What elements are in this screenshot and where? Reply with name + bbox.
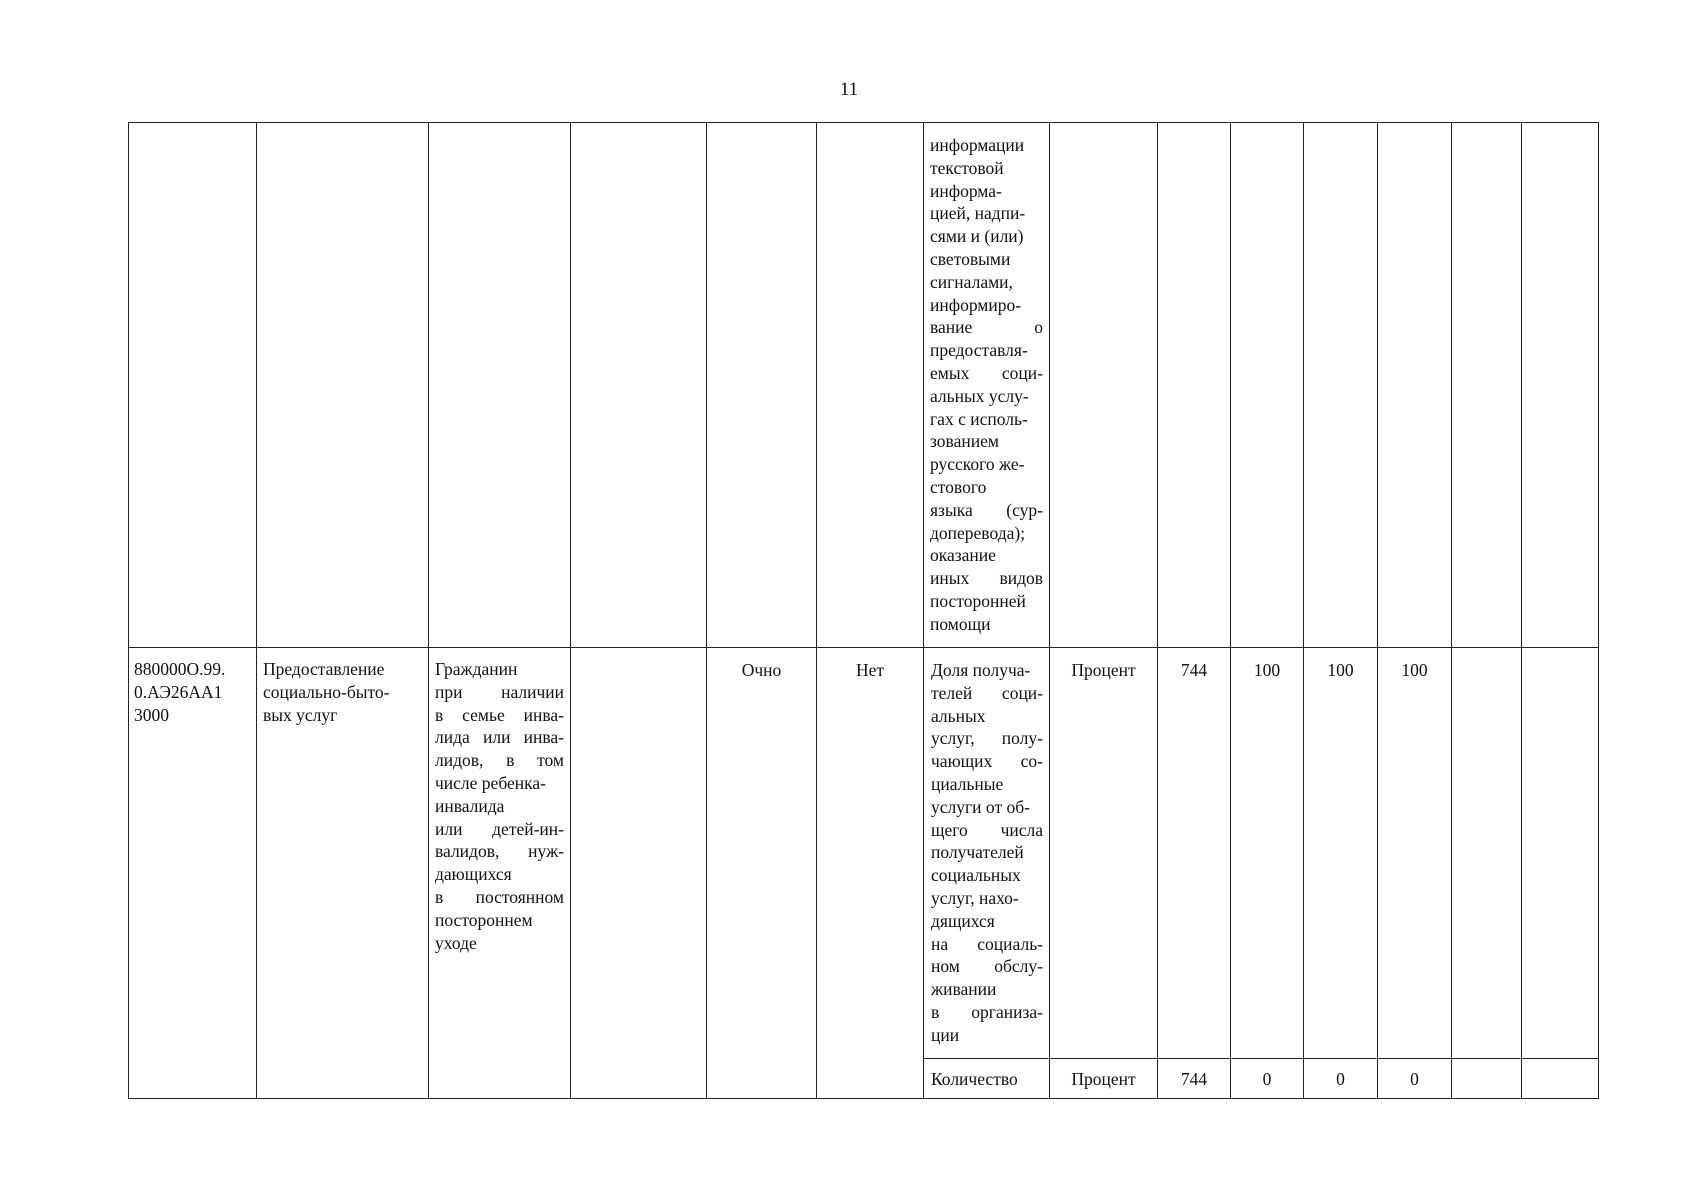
year3-value: 100 [1401,660,1428,680]
form-cell [707,648,817,1099]
okei-cell [1158,1059,1231,1099]
indicator-text-line: текстовой [930,157,1004,178]
indicator-text-line: информации [930,135,1025,155]
year3-value: 0 [1410,1069,1419,1089]
category-line: уходе [435,932,477,953]
empty-condition-cell [571,648,707,1099]
indicator-text-line: оказание [930,545,996,566]
cell-service [257,123,429,648]
indicator-text-line: стового [930,476,987,497]
registry-code-line: 0.АЭ26АА1 [134,681,223,702]
category-line: лидов, в том [435,750,564,771]
category-line: валидов, нуж- [435,841,564,862]
indicator-continued-cell [924,123,1050,648]
indicator-text-line: посторонней [930,590,1026,611]
service-row [129,648,1599,1059]
indicator-name-line: социальных [931,865,1021,886]
cell-year3 [1378,123,1452,648]
indicator-name-line: альных [931,705,986,726]
indicator-text-line: иных видов [930,568,1043,589]
indicator-text-line: помощи [930,613,991,634]
indicator-text-line: русского же- [930,454,1025,475]
deviation-pct-value [1452,648,1521,659]
services-table [128,122,1599,1099]
indicator-text-line: языка (сур- [930,499,1043,520]
indicator-name-line: в организа- [931,1001,1043,1022]
cell-flag [817,123,924,648]
category-line: лида или инва- [435,727,564,748]
flag-cell [817,648,924,1099]
deviation-pct-value [1452,1059,1521,1068]
registry-code-line: 3000 [134,704,169,725]
category-line: дающихся [435,864,512,885]
indicator-name-line: Количество [931,1069,1018,1089]
deviation-abs-cell [1522,648,1599,1059]
indicator-name-cell [924,648,1050,1059]
unit-value: Процент [1071,1069,1136,1089]
cell-empty [571,123,707,648]
unit-cell [1050,648,1158,1059]
indicator-text-line: вание о [930,317,1043,338]
indicator-name-line: Доля получа- [931,660,1031,680]
year2-value: 0 [1336,1069,1345,1089]
year1-value: 0 [1262,1069,1272,1089]
year2-cell [1304,1059,1378,1099]
indicator-text-line: емых соци- [930,362,1043,383]
indicator-name-line: дящихся [931,910,995,931]
category-line: при наличии [435,681,564,702]
okei-code: 744 [1180,660,1208,680]
deviation-pct-cell [1452,648,1522,1059]
cell-year1 [1231,123,1304,648]
cell-dev-pct [1452,123,1522,648]
cell-category [429,123,571,648]
year2-value: 100 [1327,660,1354,680]
okei-cell [1158,648,1231,1059]
indicator-name-line: живании [931,979,997,1000]
code-cell [129,648,257,1099]
indicator-name-cell [924,1059,1050,1099]
indicator-text-line: зованием [930,431,999,452]
unit-cell [1050,1059,1158,1099]
cell-year2 [1304,123,1378,648]
delivery-form: Очно [741,660,782,680]
registry-code-line: 880000О.99. [134,659,226,679]
cell-code [129,123,257,648]
indicator-text-line: сигналами, [930,271,1013,292]
indicator-text-line: световыми [930,248,1011,269]
category-line: в семье инва- [435,704,564,725]
cell-dev-abs [1522,123,1599,648]
unit-value: Процент [1071,660,1136,680]
category-line: или детей-ин- [435,818,564,839]
year3-cell [1378,1059,1452,1099]
indicator-text-line: информа- [930,180,1002,201]
year1-cell [1231,648,1304,1059]
indicator-name-line: ции [931,1024,960,1045]
cell-form [707,123,817,648]
indicator-text-line: сями и (или) [930,226,1024,247]
page-number: 11 [839,79,859,100]
service-name-cell [257,648,429,1099]
category-line: инвалида [435,795,505,816]
indicator-text-line: альных услу- [930,385,1029,406]
indicator-name-line: на социаль- [931,933,1043,954]
indicator-text-line: гах с исполь- [930,408,1028,429]
indicator-name-line: циальные [931,773,1004,794]
deviation-pct-cell [1452,1059,1522,1099]
category-line: в постоянном [435,886,564,907]
indicator-text-line: информиро- [930,294,1022,315]
indicator-name-line: ном обслу- [931,956,1043,977]
service-name-line: социально-быто- [263,681,390,702]
deviation-abs-cell [1522,1059,1599,1099]
indicator-name-line: телей соци- [931,682,1043,703]
year2-cell [1304,648,1378,1059]
category-line: Гражданин [435,659,518,679]
year1-value: 100 [1253,660,1281,680]
indicator-name-line: услуг, нахо- [931,887,1019,908]
okei-code: 744 [1180,1069,1208,1089]
category-line: постороннем [435,909,533,930]
service-name-line: Предоставление [263,659,385,679]
continued-row [129,123,1599,648]
recipient-category-cell [429,648,571,1099]
year1-cell [1231,1059,1304,1099]
empty-condition-value [571,648,706,657]
cell-unit [1050,123,1158,648]
indicator-name-line: щего числа [931,819,1043,840]
indicator-text-line: цией, надпи- [930,203,1026,224]
category-line: числе ребенка- [435,772,546,793]
cell-okei [1158,123,1231,648]
indicator-text-line: предоставля- [930,340,1028,361]
flag-value: Нет [855,660,885,680]
indicator-name-line: чающих со- [931,751,1043,772]
indicator-name-line: услуги от об- [931,796,1030,817]
indicator-name-line: получателей [931,842,1024,863]
service-name-line: вых услуг [263,704,338,725]
deviation-abs-value [1522,648,1598,659]
year3-cell [1378,648,1452,1059]
deviation-abs-value [1522,1059,1598,1068]
indicator-name-line: услуг, полу- [931,728,1043,749]
indicator-text-line: доперевода); [930,522,1026,543]
